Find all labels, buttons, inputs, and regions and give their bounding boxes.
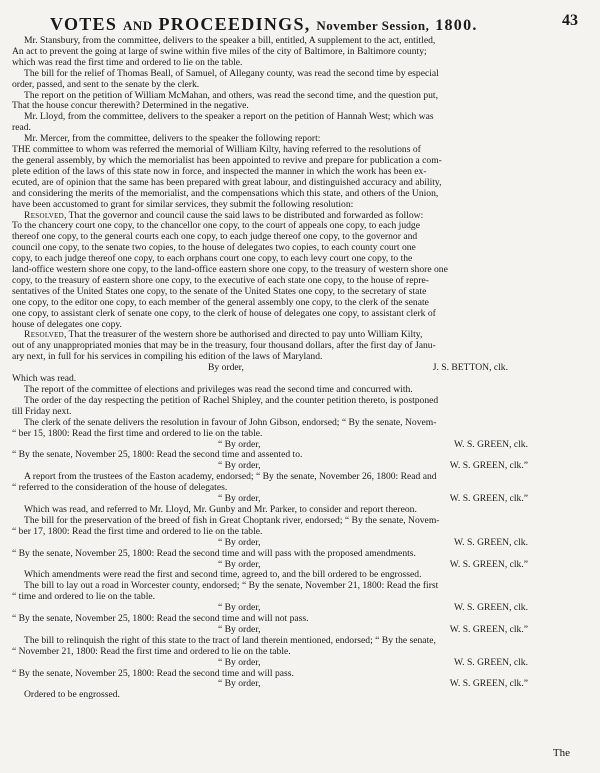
by-order: “ By order, xyxy=(218,558,261,570)
text-line: The bill for the relief of Thomas Beall, of Samuel, of Allegany county, was read the second time by especial xyxy=(24,68,439,79)
text-line: “ November 21, 1800: Read the first time and ordered to lie on the table. xyxy=(12,646,291,657)
text-line: council one copy, to the senate two copies, to the house of delegates two copies, to each county court one xyxy=(12,243,416,254)
by-order: “ By order, xyxy=(218,602,261,614)
text-line: To the chancery court one copy, to the chancellor one copy, to the court of appeals one copy, to each judge xyxy=(12,221,420,232)
document-body xyxy=(12,36,588,701)
text-line: “ ber 15, 1800: Read the first time and ordered to lie on the table. xyxy=(12,428,263,439)
running-title xyxy=(50,14,478,35)
text-line: read. xyxy=(12,123,31,134)
text-line: “ By the senate, November 25, 1800: Read the second time and will pass. xyxy=(12,668,294,679)
text-line: and considering the merits of the memorialist, and the compensations which this state, and others of the Union, xyxy=(12,188,439,199)
by-order: “ By order, xyxy=(218,493,261,505)
resolution-line: Resolved, That the treasurer of the western shore be authorised and directed to pay unto William Kilty, xyxy=(24,330,423,341)
text-line: land-office western shore one copy, to the land-office eastern shore one copy, to the treasury of western shore one xyxy=(12,265,448,276)
title-year: 1800. xyxy=(435,17,478,34)
text-line: ecuted, are of opinion that the same has been prepared with great labour, and distinguished accuracy and ability, xyxy=(12,177,442,188)
by-order: “ By order, xyxy=(218,623,261,635)
text-line: Mr. Stansbury, from the committee, delivers to the speaker a bill, entitled, A supplement to the act, entitled, xyxy=(24,36,436,46)
signature-green xyxy=(12,560,588,571)
text-line: The bill to relinquish the right of this state to the tract of land therein mentioned, endorsed; “ By the senate, xyxy=(24,635,436,646)
text-line: house of delegates one copy. xyxy=(12,319,122,330)
clerk-name: W. S. GREEN, clk. xyxy=(454,602,528,614)
by-order: “ By order, xyxy=(218,678,261,690)
by-order: By order, xyxy=(208,362,244,374)
title-votes: VOTES xyxy=(50,14,118,34)
signature-green xyxy=(12,538,588,549)
clerk-name: W. S. GREEN, clk. xyxy=(454,656,528,668)
title-and: AND xyxy=(122,18,153,33)
signature-green xyxy=(12,658,588,669)
text-line: “ time and ordered to lie on the table. xyxy=(12,592,156,603)
text-line: The order of the day respecting the petition of Rachel Shipley, and the counter petition thereto, is postponed xyxy=(24,395,439,406)
signature-green xyxy=(12,625,588,636)
text-line: Which was read. xyxy=(12,374,77,385)
page-header xyxy=(12,8,588,36)
title-proceedings: PROCEEDINGS, xyxy=(158,14,311,34)
page-number: 43 xyxy=(562,12,578,29)
text-line: plete edition of the laws of this state now in force, and inspected the manner in which the work has been ex- xyxy=(12,166,427,177)
text-line: That the house concur therewith? Determined in the negative. xyxy=(12,101,249,112)
signature-green xyxy=(12,461,588,472)
catchword: The xyxy=(552,747,570,759)
clerk-name: W. S. GREEN, clk.” xyxy=(449,558,528,570)
text-line: “ referred to the consideration of the house of delegates. xyxy=(12,483,228,494)
text-line: The report of the committee of elections and privileges was read the second time and concurred with. xyxy=(24,385,413,395)
text-line: The bill for the preservation of the breed of fish in Great Choptank river, endorsed; “ By the senate, Novem- xyxy=(24,515,440,526)
text-line: thereof one copy, to the general courts each one copy, to each judge thereof one copy, to the governor and xyxy=(12,232,418,243)
signature-betton xyxy=(12,363,588,374)
signature-green xyxy=(12,679,588,690)
clerk-name: W. S. GREEN, clk. xyxy=(454,438,528,450)
text-line: Mr. Mercer, from the committee, delivers to the speaker the following report: xyxy=(24,134,321,145)
text-line: Ordered to be engrossed. xyxy=(24,690,120,701)
resolution-line: Resolved, That the governor and council cause the said laws to be distributed and forwarded as follow: xyxy=(24,210,424,221)
clerk-name: W. S. GREEN, clk.” xyxy=(449,623,528,635)
text-line: A report from the trustees of the Easton academy, endorsed; “ By the senate, November 26, 1800: Read and xyxy=(24,472,437,483)
signature-green xyxy=(12,494,588,505)
by-order: “ By order, xyxy=(218,438,261,450)
text-line: Which was read, and referred to Mr. Lloyd, Mr. Gunby and Mr. Parker, to consider and report thereon. xyxy=(24,504,417,515)
text-line: Which amendments were read the first and second time, agreed to, and the bill ordered to be engrossed. xyxy=(24,570,422,581)
text-line: order, passed, and sent to the senate by the clerk. xyxy=(12,79,200,90)
text-line: out of any unappropriated monies that may be in the treasury, four thousand dollars, after the first day of Janu- xyxy=(12,341,436,352)
text-line: have been accustomed to grant for similar services, they submit the following resolution: xyxy=(12,199,354,210)
signature-green xyxy=(12,440,588,451)
text-line: till Friday next. xyxy=(12,406,72,417)
clerk-name: W. S. GREEN, clk.” xyxy=(449,460,528,472)
text-line: “ ber 17, 1800: Read the first time and ordered to lie on the table. xyxy=(12,526,263,537)
by-order: “ By order, xyxy=(218,656,261,668)
text-line: the general assembly, by which the memorialist has been appointed to revive and prepare for publication a com- xyxy=(12,155,442,166)
title-session: November Session, xyxy=(316,18,430,33)
text-line: copy, to the treasury of eastern shore one copy, to the executive of each state one copy, to the house of repre- xyxy=(12,275,429,286)
text-line: The bill to lay out a road in Worcester county, endorsed; “ By the senate, November 21, 1800: Read the first xyxy=(24,581,439,592)
text-line: sentatives of the United States one copy, to the senate of the United States one copy, to the secretary of state xyxy=(12,286,427,297)
text-line: THE committee to whom was referred the memorial of William Kilty, having referred to the resolutions of xyxy=(12,145,421,156)
clerk-name: W. S. GREEN, clk.” xyxy=(449,678,528,690)
clerk-name: J. S. BETTON, clk. xyxy=(432,362,508,374)
text-line: one copy, to assistant clerk of senate one copy, to the clerk of house of delegates one copy, to assistant clerk of xyxy=(12,308,436,319)
signature-green xyxy=(12,603,588,614)
text-line: An act to prevent the going at large of swine within five miles of the city of Baltimore, in Baltimore county; xyxy=(12,46,427,57)
text-line: “ By the senate, November 25, 1800: Read the second time and will not pass. xyxy=(12,614,309,625)
text-line: which was read the first time and ordered to lie on the table. xyxy=(12,57,243,68)
text-line: one copy, to the editor one copy, to each member of the general assembly one copy, to the clerk of the senate xyxy=(12,297,429,308)
text-line: “ By the senate, November 25, 1800: Read the second time and will pass with the proposed amendments. xyxy=(12,548,416,559)
text-line: The clerk of the senate delivers the resolution in favour of John Gibson, endorsed; “ By the senate, Novem- xyxy=(24,417,437,428)
by-order: “ By order, xyxy=(218,536,261,548)
clerk-name: W. S. GREEN, clk.” xyxy=(449,493,528,505)
text-line: copy, to each judge thereof one copy, to each orphans court one copy, to each levy court one copy, to the xyxy=(12,254,413,265)
text-line: ary next, in full for his services in compiling his edition of the laws of Maryland. xyxy=(12,352,323,363)
text-line: The report on the petition of William McMahan, and others, was read the second time, and the question put, xyxy=(24,90,438,101)
text-line: Mr. Lloyd, from the committee, delivers to the speaker a report on the petition of Hannah West; which was xyxy=(24,112,434,123)
clerk-name: W. S. GREEN, clk. xyxy=(454,536,528,548)
text-line: “ By the senate, November 25, 1800: Read the second time and assented to. xyxy=(12,450,303,461)
by-order: “ By order, xyxy=(218,460,261,472)
